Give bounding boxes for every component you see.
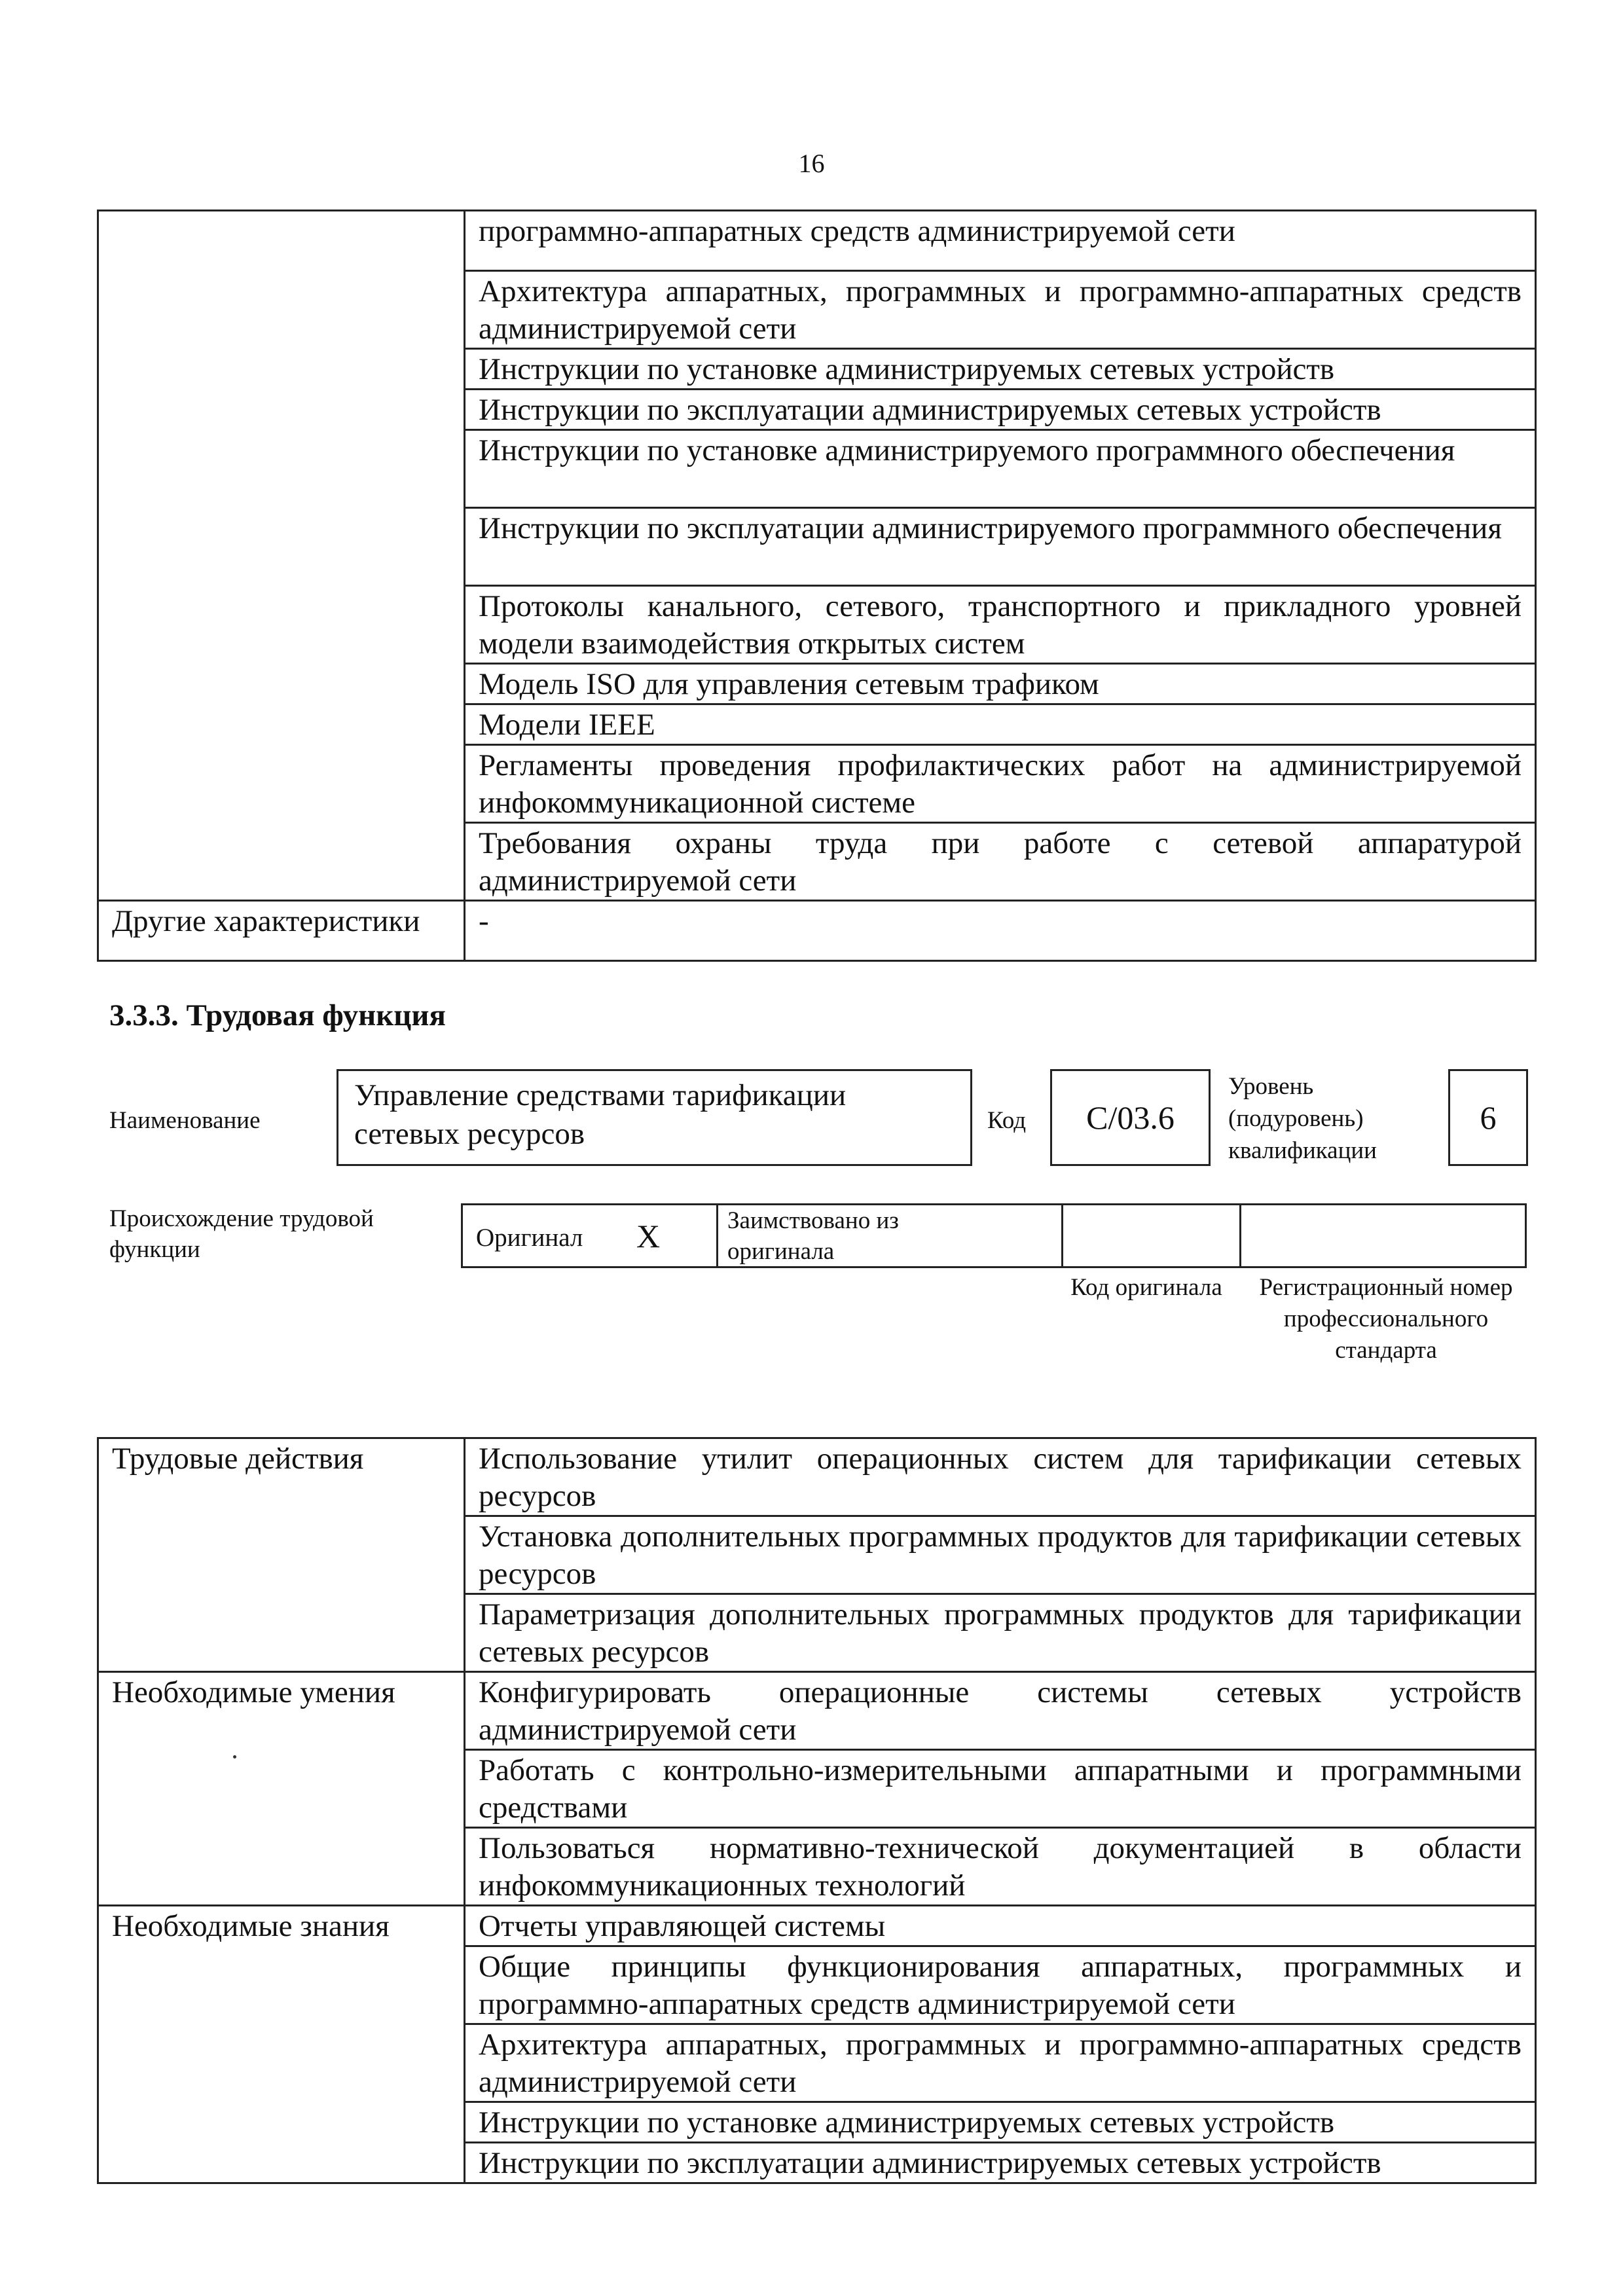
page-number: 16 [798,149,825,178]
registration-number-caption: Регистрационный номер профессионального стандарта [1259,1274,1513,1364]
stray-mark [233,1755,236,1758]
function-name-box [337,1069,972,1166]
table-cell: Регламенты проведения профилактических работ на администрируемой инфокоммуникационной системе [465,745,1536,823]
name-label: Наименование [109,1107,261,1134]
original-mark: X [636,1218,661,1254]
borrowed-cell [716,1205,1061,1266]
table-cell: Модели IEEE [465,704,1536,745]
function-name-value: Управление средствами тарификации сетевых ресурсов [354,1078,847,1151]
table-cell: Инструкции по установке администрируемых сетевых устройств [465,2102,1536,2143]
table-label-cell [98,211,465,901]
table-cell: Конфигурировать операционные системы сетевых устройств администрируемой сети [465,1672,1536,1750]
knowledge-table-continued [97,210,1537,962]
table-cell: программно-аппаратных средств администрируемой сети [465,211,1536,271]
origin-label: Происхождение трудовой функции [109,1205,374,1263]
table-cell: Архитектура аппаратных, программных и программно-аппаратных средств администрируемой сети [465,2024,1536,2102]
required-skills-label: Необходимые умения [98,1672,465,1906]
table-cell: Параметризация дополнительных программных продуктов для тарификации сетевых ресурсов [465,1594,1536,1672]
code-box [1050,1069,1211,1166]
level-label: Уровень (подуровень) квалификации [1228,1073,1377,1164]
code-value: С/03.6 [1086,1099,1175,1136]
required-knowledge-label: Необходимые знания [98,1906,465,2183]
other-characteristics-value: - [465,901,1536,961]
table-cell: Работать с контрольно-измерительными аппаратными и программными средствами [465,1750,1536,1828]
table-cell: Отчеты управляющей системы [465,1906,1536,1946]
borrowed-label: Заимствовано из оригинала [727,1207,899,1265]
table-cell: Протоколы канального, сетевого, транспортного и прикладного уровней модели взаимодействия открытых систем [465,586,1536,664]
table-cell: Установка дополнительных программных продуктов для тарификации сетевых ресурсов [465,1516,1536,1594]
table-cell: Пользоваться нормативно-технической документацией в области инфокоммуникационных технологий [465,1828,1536,1906]
table-cell: Использование утилит операционных систем для тарификации сетевых ресурсов [465,1438,1536,1516]
registration-number-cell [1239,1205,1525,1266]
original-cell [463,1205,716,1266]
other-characteristics-label: Другие характеристики [98,901,465,961]
origin-strip [461,1203,1527,1268]
table-cell: Архитектура аппаратных, программных и программно-аппаратных средств администрируемой сети [465,271,1536,349]
level-value: 6 [1480,1099,1497,1136]
table-cell: Инструкции по установке администрируемых сетевых устройств [465,349,1536,390]
table-cell: Инструкции по эксплуатации администрируемого программного обеспечения [465,508,1536,586]
level-box [1448,1069,1528,1166]
table-cell: Инструкции по эксплуатации администрируемых сетевых устройств [465,2143,1536,2183]
labor-actions-label: Трудовые действия [98,1438,465,1672]
table-cell: Модель ISO для управления сетевым трафиком [465,664,1536,704]
original-code-caption: Код оригинала [1070,1274,1222,1301]
table-cell: Инструкции по установке администрируемого программного обеспечения [465,430,1536,508]
section-heading: 3.3.3. Трудовая функция [109,998,446,1032]
table-cell: Общие принципы функционирования аппаратных, программных и программно-аппаратных средств администрируемой сети [465,1946,1536,2024]
original-label: Оригинал [476,1224,583,1252]
table-cell: Инструкции по эксплуатации администрируемых сетевых устройств [465,390,1536,430]
labor-function-table [97,1437,1537,2184]
original-code-cell [1061,1205,1239,1266]
table-cell: Требования охраны труда при работе с сетевой аппаратурой администрируемой сети [465,823,1536,901]
code-label: Код [987,1107,1027,1134]
